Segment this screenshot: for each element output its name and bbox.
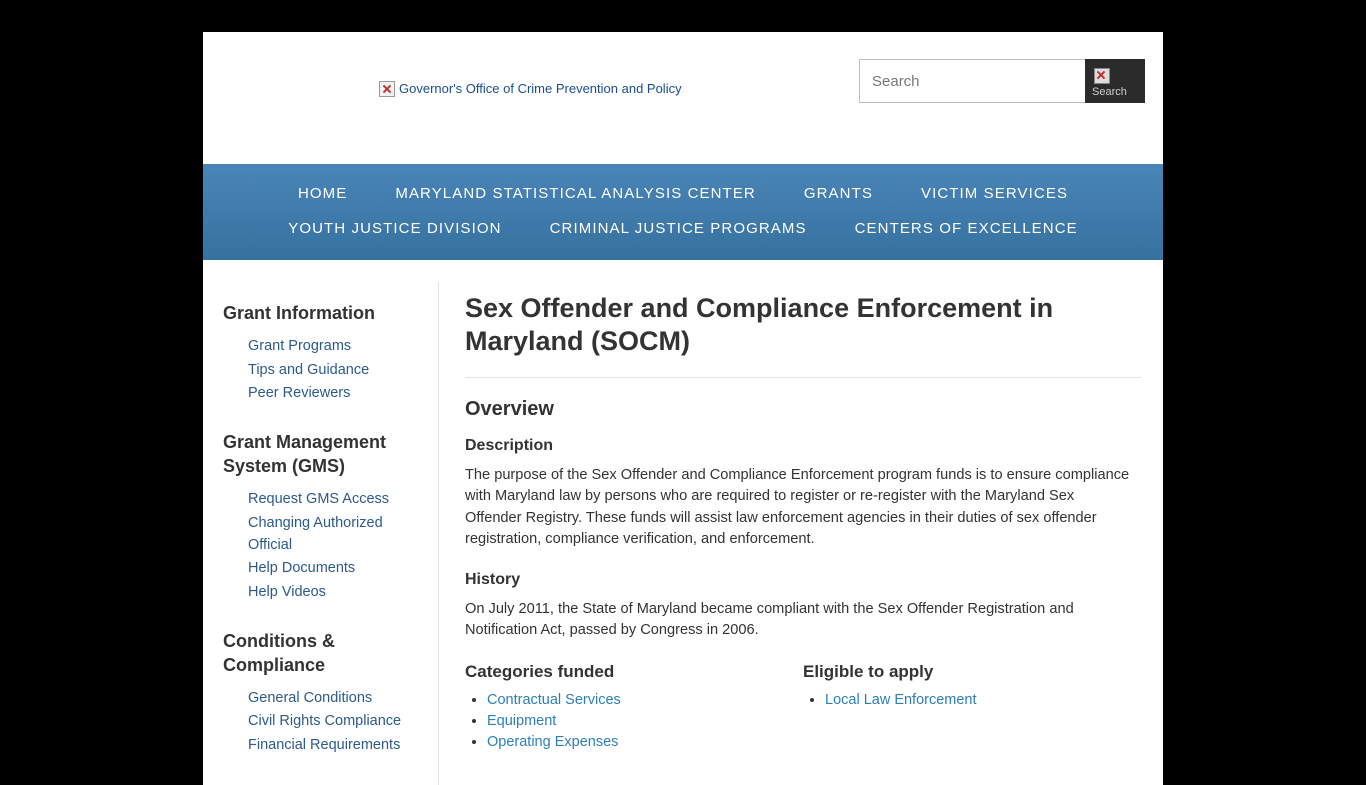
page-container <box>203 32 1163 785</box>
sidebar-item-request-gms-access[interactable]: Request GMS Access <box>248 491 390 508</box>
nav-item-victim-services[interactable]: VICTIM SERVICES <box>920 185 1069 202</box>
sidebar-heading-grant-management-system: Grant Management System (GMS) <box>223 432 387 477</box>
list-item <box>248 711 420 733</box>
main-content <box>439 282 1163 785</box>
sidebar-item-grant-programs[interactable]: Grant Programs <box>248 337 352 354</box>
sidebar-list-grant-management-system <box>223 489 420 604</box>
list-item <box>248 336 420 358</box>
list-item <box>248 558 420 580</box>
content-wrapper <box>203 260 1163 785</box>
nav-item-criminal-justice-programs[interactable]: CRIMINAL JUSTICE PROGRAMS <box>549 220 807 237</box>
eligible-to-apply-list <box>803 692 1141 708</box>
search-icon <box>1094 68 1110 84</box>
title-divider <box>465 377 1141 378</box>
categories-funded-heading: Categories funded <box>465 661 615 681</box>
sidebar-list-conditions-compliance <box>223 688 420 757</box>
broken-image-icon <box>379 80 399 97</box>
eligible-to-apply-heading: Eligible to apply <box>803 661 934 681</box>
nav-item-grants[interactable]: GRANTS <box>803 185 873 202</box>
sidebar-item-help-videos[interactable]: Help Videos <box>248 584 326 601</box>
category-equipment[interactable]: Equipment <box>487 712 557 729</box>
sidebar-item-general-conditions[interactable]: General Conditions <box>248 689 373 706</box>
sidebar-item-changing-authorized-official[interactable]: Changing Authorized Official <box>248 514 383 553</box>
sidebar-item-financial-requirements[interactable]: Financial Requirements <box>248 737 401 754</box>
sidebar-item-civil-rights-compliance[interactable]: Civil Rights Compliance <box>248 713 402 730</box>
category-contractual-services[interactable]: Contractual Services <box>487 691 621 708</box>
category-operating-expenses[interactable]: Operating Expenses <box>487 733 619 750</box>
sidebar <box>203 282 439 785</box>
list-item <box>248 582 420 604</box>
search-button-alt-text: Search <box>1092 86 1127 98</box>
subsection-heading-description: Description <box>465 436 554 454</box>
main-navigation <box>203 164 1163 260</box>
list-item <box>248 383 420 405</box>
sidebar-item-help-documents[interactable]: Help Documents <box>248 560 356 577</box>
categories-funded-column <box>465 662 803 755</box>
list-item <box>487 713 803 729</box>
list-item <box>248 688 420 710</box>
page-title: Sex Offender and Compliance Enforcement in Maryland (SOCM) <box>465 293 1054 357</box>
sidebar-heading-grant-information: Grant Information <box>223 303 375 323</box>
list-item <box>248 735 420 757</box>
nav-item-youth-justice-division[interactable]: YOUTH JUSTICE DIVISION <box>288 220 502 237</box>
nav-item-home[interactable]: HOME <box>297 185 348 202</box>
list-item <box>825 692 1141 708</box>
list-item <box>248 489 420 511</box>
sidebar-list-grant-information <box>223 336 420 405</box>
eligible-local-law-enforcement[interactable]: Local Law Enforcement <box>825 691 977 708</box>
sidebar-item-peer-reviewers[interactable]: Peer Reviewers <box>248 385 351 402</box>
list-item <box>248 360 420 382</box>
site-logo[interactable] <box>379 80 682 97</box>
history-paragraph: On July 2011, the State of Maryland became compliant with the Sex Offender Registration and Notification Act, passed by Congress in 2006. <box>465 600 1074 639</box>
search-input[interactable] <box>859 59 1085 103</box>
categories-funded-list <box>465 692 803 750</box>
list-item <box>487 734 803 750</box>
search-button[interactable] <box>1085 59 1145 103</box>
funding-columns <box>465 662 1141 755</box>
search-area <box>859 59 1145 103</box>
site-logo-alt-text: Governor's Office of Crime Prevention and Policy <box>399 81 682 97</box>
site-header <box>203 32 1163 164</box>
description-paragraph: The purpose of the Sex Offender and Compliance Enforcement program funds is to ensure compliance with Maryland law by persons who are required to register or re-register with the Maryland Sex Offender Registry. These funds will assist law enforcement agencies in their duties of sex offender registration, compliance verification, and enforcement. <box>465 466 1130 548</box>
eligible-to-apply-column <box>803 662 1141 755</box>
list-item <box>248 513 420 557</box>
list-item <box>487 692 803 708</box>
nav-row-primary <box>203 176 1163 211</box>
nav-item-centers-of-excellence[interactable]: CENTERS OF EXCELLENCE <box>854 220 1078 237</box>
sidebar-heading-conditions-compliance: Conditions & Compliance <box>223 630 335 675</box>
section-heading-overview: Overview <box>465 397 554 420</box>
nav-row-secondary <box>203 211 1163 246</box>
subsection-heading-history: History <box>465 570 521 588</box>
nav-item-maryland-statistical-analysis-center[interactable]: MARYLAND STATISTICAL ANALYSIS CENTER <box>395 185 756 202</box>
sidebar-item-tips-and-guidance[interactable]: Tips and Guidance <box>248 361 370 378</box>
